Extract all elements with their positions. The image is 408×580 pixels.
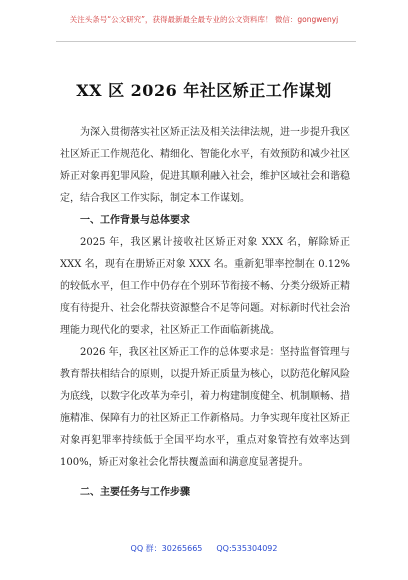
section-1-paragraph-2: 2026 年，我区社区矫正工作的总体要求是：坚持监督管理与教育帮扶相结合的原则，以提升矫正质量为核心，以防范化解风险为底线，以数字化改革为牵引，着力构建制度健全、机制顺畅、措施精准、保障有力的社区矫正工作新格局。力争实现年度社区矫正对象再犯罪率持续低于全国平均水平，重点对象管控有效率达到 100%，矫正对象社会化帮扶覆盖面和满意度显著提升。 bbox=[60, 347, 350, 468]
header-note: 关注头条号“公文研究”，获得最新最全最专业的公文资料库！ 微信：gongwenyj bbox=[69, 15, 339, 24]
section-2-heading: 二、主要任务与工作步骤 bbox=[80, 487, 190, 498]
document-body bbox=[60, 122, 350, 504]
intro-paragraph: 为深入贯彻落实社区矫正法及相关法律法规，进一步提升我区社区矫正工作规范化、精细化、智能化水平，有效预防和减少社区矫正对象再犯罪风险，促进其顺利融入社会，维护区域社会和谐稳定，结合我区工作实际，制定本工作谋划。 bbox=[60, 127, 350, 204]
section-1-paragraph-1: 2025 年，我区累计接收社区矫正对象 XXX 名，解除矫正 XXX 名，现有在册矫正对象 XXX 名。重新犯罪率控制在 0.12%的较低水平，但工作中仍存在个别环节衔接不畅、分类分级矫正精度有待提升、社会化帮扶资源整合不足等问题。对标新时代社会治理能力现代化的要求，社区矫正工作面临新挑战。 bbox=[60, 237, 350, 336]
section-1-heading: 一、工作背景与总体要求 bbox=[80, 215, 190, 226]
footer-qq: QQ:535304092 bbox=[216, 544, 278, 553]
header-divider bbox=[56, 41, 356, 42]
document-title: XX 区 2026 年社区矫正工作谋划 bbox=[76, 81, 332, 100]
footer-contact bbox=[0, 543, 408, 554]
footer-qq-group: QQ 群：30265665 bbox=[130, 544, 203, 553]
